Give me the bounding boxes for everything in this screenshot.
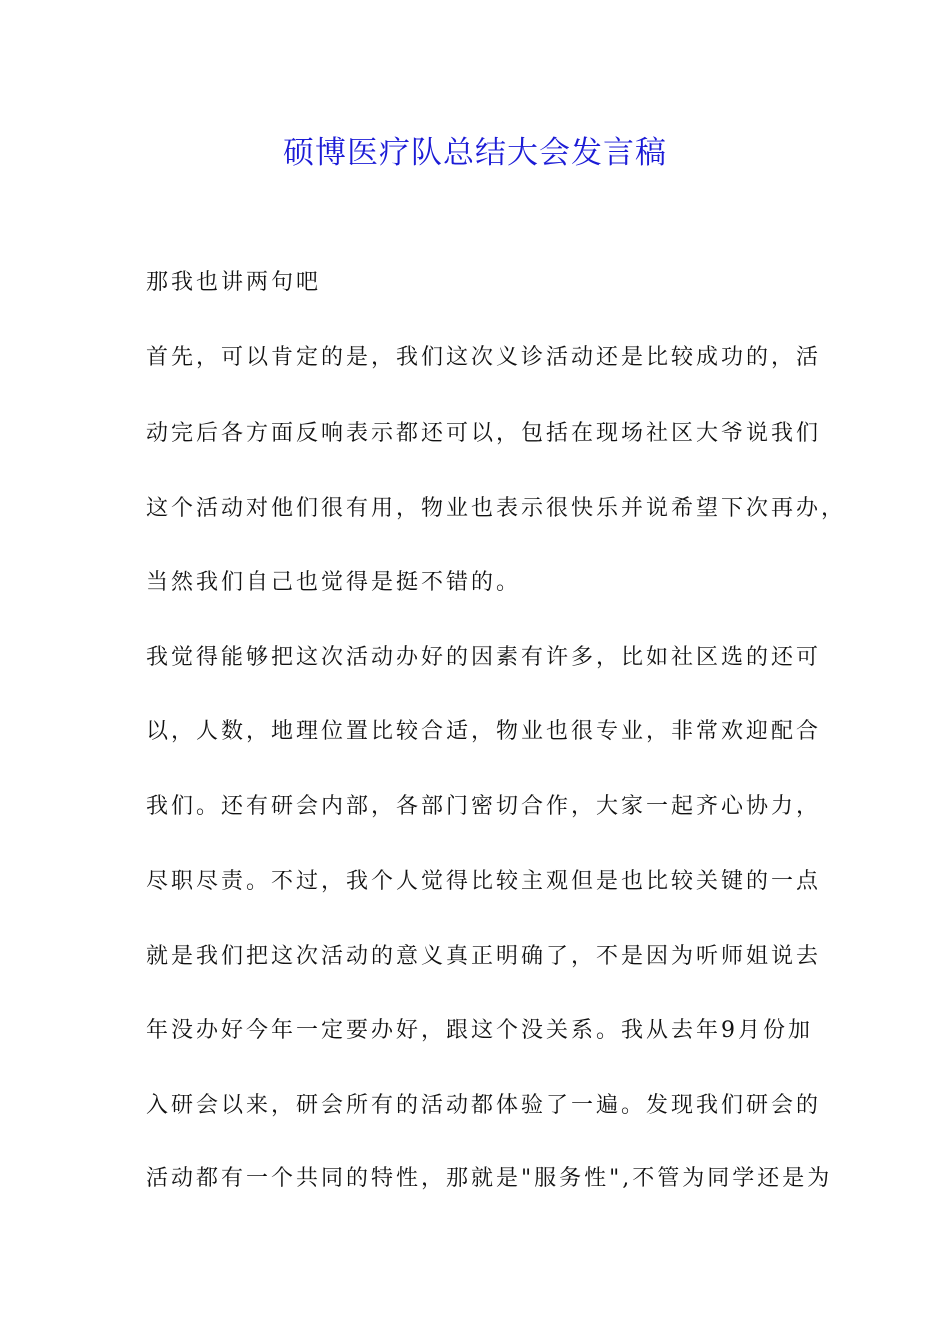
paragraph-line-1: 那我也讲两句吧 (146, 270, 322, 295)
paragraph-line-7: 以，人数，地理位置比较合适，物业也很专业，非常欢迎配合 (146, 719, 822, 744)
paragraph-line-2: 首先，可以肯定的是，我们这次义诊活动还是比较成功的，活 (146, 345, 822, 370)
paragraph-line-4: 这个活动对他们很有用，物业也表示很快乐并说希望下次再办， (146, 496, 847, 521)
paragraph-line-12: 入研会以来，研会所有的活动都体验了一遍。发现我们研会的 (146, 1093, 822, 1118)
paragraph-line-3: 动完后各方面反响表示都还可以，包括在现场社区大爷说我们 (146, 421, 822, 446)
paragraph-line-5: 当然我们自己也觉得是挺不错的。 (146, 570, 522, 595)
paragraph-line-6: 我觉得能够把这次活动办好的因素有许多，比如社区选的还可 (146, 645, 822, 670)
paragraph-line-11: 年没办好今年一定要办好，跟这个没关系。我从去年9月份加 (146, 1018, 813, 1043)
paragraph-line-10: 就是我们把这次活动的意义真正明确了，不是因为听师姐说去 (146, 944, 822, 969)
paragraph-line-9: 尽职尽责。不过，我个人觉得比较主观但是也比较关键的一点 (146, 869, 822, 894)
document-title: 硕博医疗队总结大会发言稿 (283, 135, 667, 171)
paragraph-line-13: 活动都有一个共同的特性，那就是"服务性",不管为同学还是为 (146, 1166, 833, 1191)
paragraph-line-8: 我们。还有研会内部，各部门密切合作，大家一起齐心协力， (146, 794, 822, 819)
